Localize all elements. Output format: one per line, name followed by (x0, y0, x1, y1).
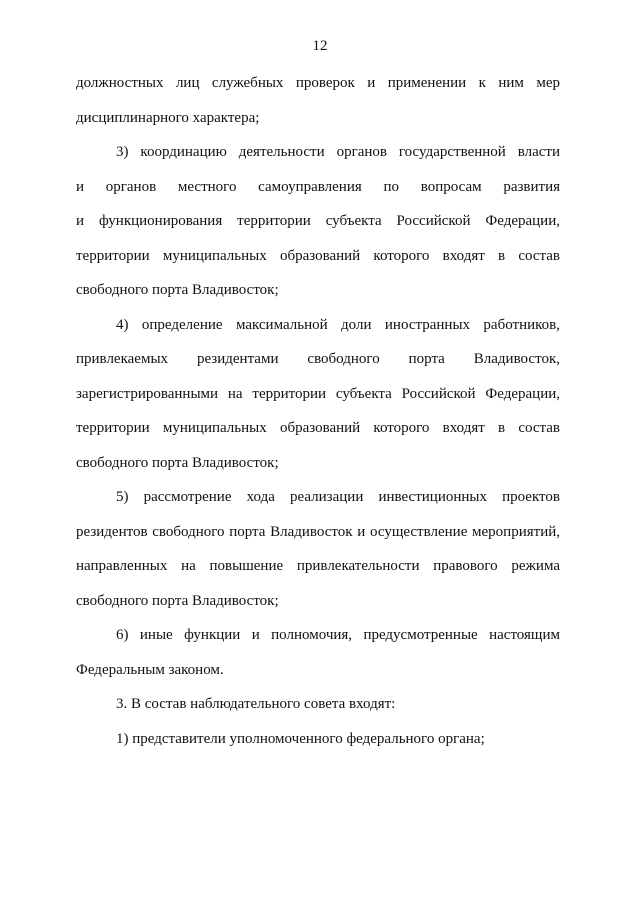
text-line: свободного порта Владивосток; (76, 282, 279, 298)
text-line: 1) представители уполномоченного федерального органа; (116, 730, 485, 747)
text-line: направленных на повышение привлекательности правового режима (76, 558, 560, 574)
text-line: привлекаемых резидентами свободного порта Владивосток, (76, 351, 560, 367)
text-line: и функционирования территории субъекта Российской Федерации, (76, 213, 560, 229)
text-line: свободного порта Владивосток; (76, 592, 279, 609)
text-line: 6) иные функции и полномочия, предусмотренные настоящим (116, 627, 560, 643)
text-line: 3. В состав наблюдательного совета входят: (116, 696, 396, 712)
text-line: 4) определение максимальной доли иностранных работников, (116, 316, 560, 333)
text-line: должностных лиц служебных проверок и применении к ним мер (76, 75, 560, 91)
text-line: зарегистрированными на территории субъекта Российской Федерации, (76, 385, 560, 402)
text-line: 5) рассмотрение хода реализации инвестиционных проектов (116, 489, 560, 505)
text-line: территории муниципальных образований которого входят в состав (76, 420, 560, 436)
text-line: Федеральным законом. (76, 661, 224, 678)
text-line: и органов местного самоуправления по вопросам развития (76, 178, 560, 195)
text-line: территории муниципальных образований которого входят в состав (76, 247, 560, 264)
text-line: резидентов свободного порта Владивосток и осуществление мероприятий, (76, 523, 560, 540)
text-line: дисциплинарного характера; (76, 109, 260, 126)
document-body (76, 72, 560, 762)
text-line: свободного порта Владивосток; (76, 454, 279, 471)
text-line: 3) координацию деятельности органов государственной власти (116, 144, 560, 160)
page-number: 12 (312, 38, 328, 54)
